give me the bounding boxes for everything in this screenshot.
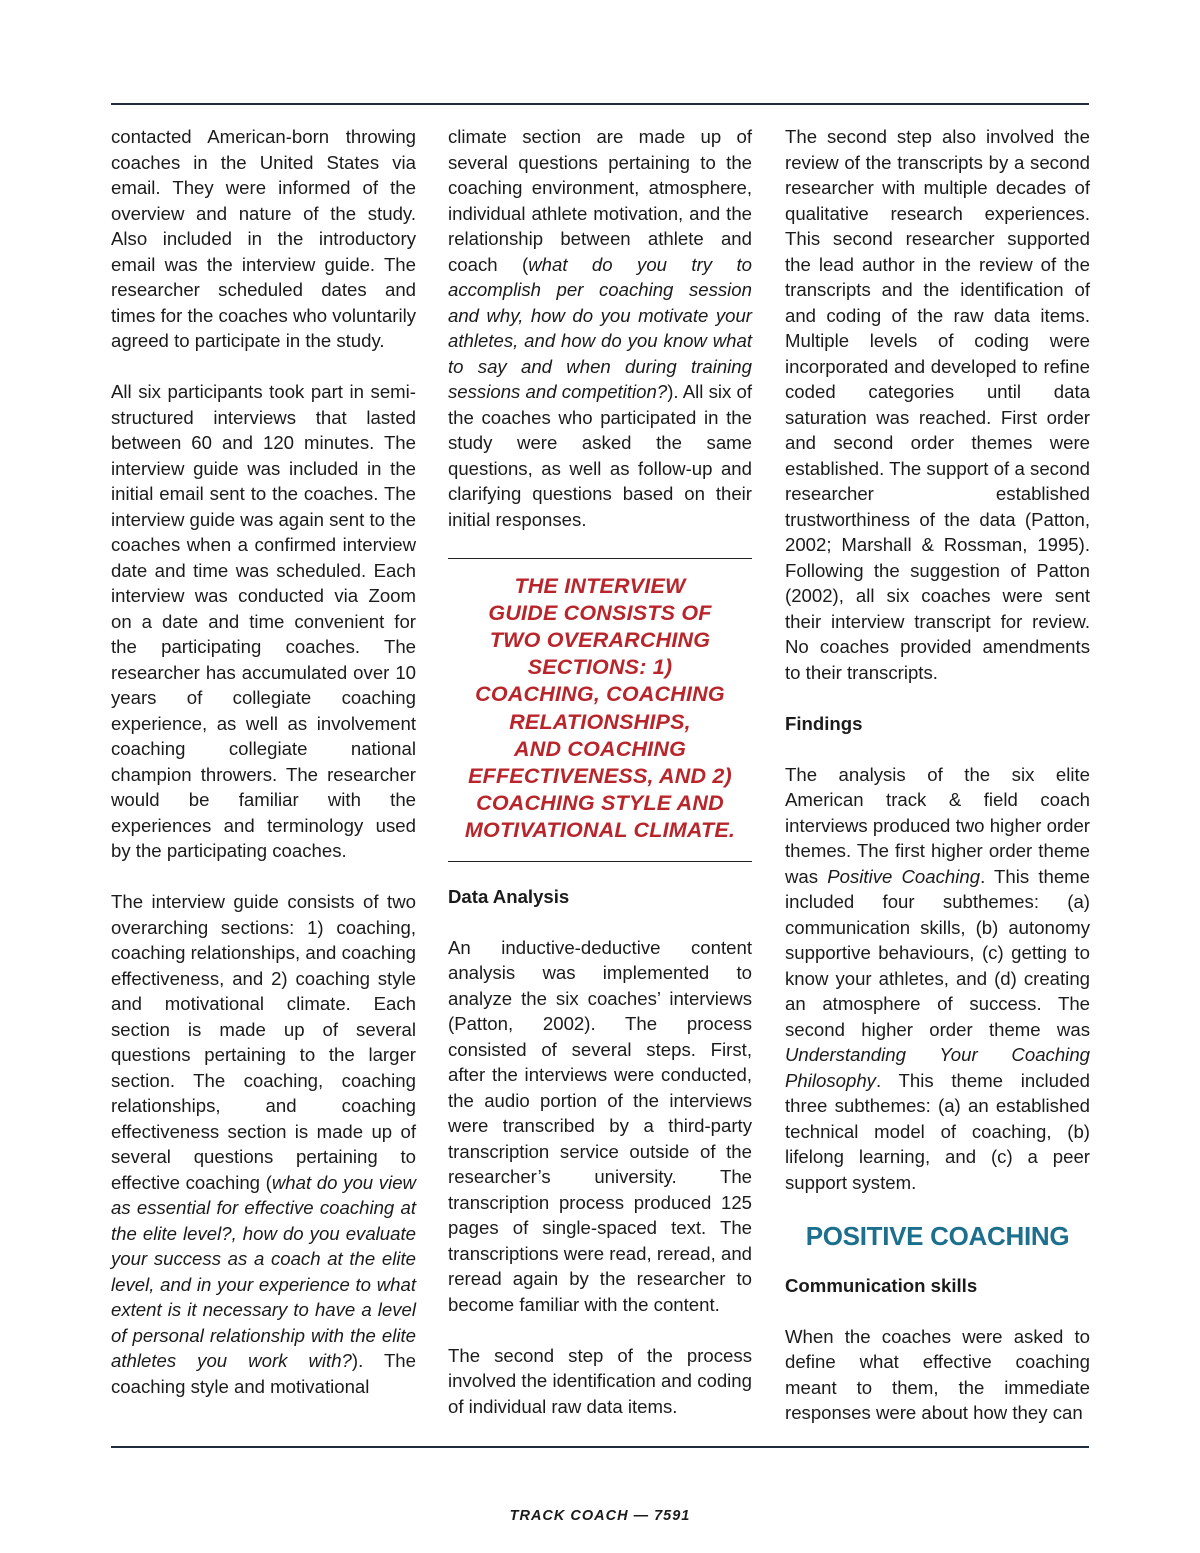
pull-quote-line: SECTIONS: 1) xyxy=(527,655,673,680)
pull-quote-line: EFFECTIVENESS, AND 2) xyxy=(468,763,732,788)
column-3 xyxy=(785,124,1090,1426)
paragraph: All six participants took part in semi-structured interviews that lasted between 60 and 120 minutes. The interview guide was included in the initial email sent to the coaches. The interview guide was again sent to the coaches when a confirmed interview date and time was scheduled. Each interview was conducted via Zoom on a date and time convenient for the participating coaches. The researcher has accumulated over 10 years of collegiate coaching experience, as well as involvement coaching collegiate national champion throwers. The researcher would be familiar with the experiences and terminology used by the participating coaches. xyxy=(111,381,416,861)
pull-quote-line: COACHING STYLE AND xyxy=(476,791,724,816)
italic-text: what do you try to accomplish per coaching session and why, how do you motivate your athletes, and how do you know what to say and when during training sessions and competition? xyxy=(448,253,752,402)
paragraph xyxy=(448,124,752,532)
text-run: The analysis of the six elite American track & field coach interviews produced two higher order themes. The first higher order theme was xyxy=(785,763,1090,887)
paragraph: When the coaches were asked to define what effective coaching meant to them, the immediate responses were about how they can xyxy=(785,1325,1090,1423)
pull-quote-line: THE INTERVIEW xyxy=(514,573,686,598)
pull-quote-line: COACHING, COACHING xyxy=(475,682,725,707)
column-1 xyxy=(111,124,416,1399)
pull-quote-line: RELATIONSHIPS, xyxy=(509,709,691,734)
text-run: climate section are made up of several questions pertaining to the coaching environment, atmosphere, individual athlete motivation, and the relationship between athlete and coach ( xyxy=(448,126,752,275)
italic-text: what do you view as essential for effective coaching at the elite level?, how do you evaluate your success as a coach at the elite level, and in your experience to what extent is it necessary to have a level of personal relationship with the elite athletes you work with? xyxy=(111,1171,416,1371)
column-2 xyxy=(448,124,752,1419)
bottom-rule xyxy=(111,1446,1089,1448)
pull-quote-line: TWO OVERARCHING xyxy=(489,627,711,652)
text-run: . This theme included four subthemes: (a) communication skills, (b) autonomy supportive behaviours, (c) getting to know your athletes, and (d) creating an atmosphere of success. The second higher order theme was xyxy=(785,865,1091,1040)
italic-text: Positive Coaching xyxy=(827,865,981,887)
communication-skills-heading: Communication skills xyxy=(785,1274,978,1296)
paragraph xyxy=(111,889,416,1399)
text-run: The interview guide consists of two overarching sections: 1) coaching, coaching relationships, and coaching effectiveness, and 2) coaching style and motivational climate. Each section is made up of several questions pertaining to the larger section. The coaching, coaching relationships, and coaching effectiveness section is made up of several questions pertaining to effective coaching ( xyxy=(111,891,416,1193)
pull-quote-line: AND COACHING xyxy=(513,736,686,761)
paragraph: The second step also involved the review of the transcripts by a second researcher with multiple decades of qualitative research experiences. This second researcher supported the lead author in the review of the transcripts and the identification of and coding of the raw data items. Multiple levels of coding were incorporated and developed to refine coded categories until data saturation was reached. First order and second order themes were established. The support of a second researcher established trustworthiness of the data (Patton, 2002; Marshall & Rossman, 1995). Following the suggestion of Patton (2002), all six coaches were sent their interview transcript for review. No coaches provided amendments to their transcripts. xyxy=(785,126,1090,683)
section-heading: POSITIVE COACHING xyxy=(805,1220,1070,1251)
pull-quote-line: MOTIVATIONAL CLIMATE. xyxy=(464,818,736,843)
paragraph xyxy=(785,762,1090,1196)
paragraph: An inductive-deductive content analysis was implemented to analyze the six coaches’ interviews (Patton, 2002). The process consisted of several steps. First, after the interviews were conducted, the audio portion of the interviews were transcribed by a third-party transcription service outside of the researcher’s university. The transcription process produced 125 pages of single-spaced text. The transcriptions were read, reread, and reread again by the researcher to become familiar with the content. xyxy=(448,936,752,1315)
italic-text: Understanding Your Coaching Philosophy xyxy=(785,1044,1090,1091)
text-run: ). The coaching style and motivational xyxy=(111,1350,416,1397)
pull-quote xyxy=(448,558,752,862)
pull-quote-line: GUIDE CONSISTS OF xyxy=(488,600,712,625)
paragraph: contacted American-born throwing coaches in the United States via email. They were informed of the overview and nature of the study. Also included in the introductory email was the interview guide. The researcher scheduled dates and times for the coaches who voluntarily agreed to participate in the study. xyxy=(111,126,416,351)
paragraph: The second step of the process involved the identification and coding of individual raw data items. xyxy=(448,1344,752,1417)
text-run: . This theme included three subthemes: (a) an established technical model of coaching, (b) lifelong learning, and (c) a peer support system. xyxy=(785,1069,1090,1193)
top-rule xyxy=(111,103,1089,105)
page-footer: TRACK COACH — 7591 xyxy=(509,1508,691,1524)
findings-heading: Findings xyxy=(785,712,863,734)
data-analysis-heading: Data Analysis xyxy=(448,885,570,907)
text-run: ). All six of the coaches who participated in the study were asked the same questions, as well as follow-up and clarifying questions based on their initial responses. xyxy=(448,381,752,530)
